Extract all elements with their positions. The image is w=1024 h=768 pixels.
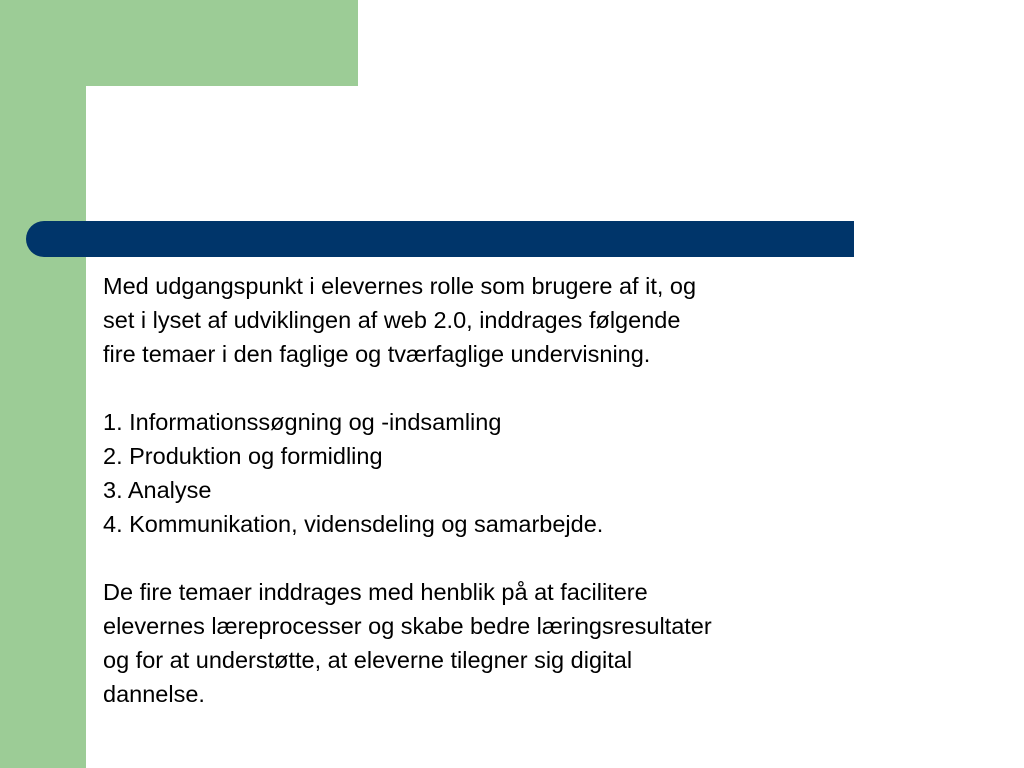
conclusion-line: dannelse. [103,681,205,707]
theme-item: 2. Produktion og formidling [103,443,383,469]
slide-body-text [103,269,863,711]
intro-line: set i lyset af udviklingen af web 2.0, inddrages følgende [103,307,681,333]
green-accent-side [0,0,86,768]
conclusion-line: De fire temaer inddrages med henblik på at facilitere [103,579,648,605]
theme-item: 1. Informationssøgning og -indsamling [103,409,502,435]
intro-line: fire temaer i den faglige og tværfaglige undervisning. [103,341,651,367]
conclusion-line: elevernes læreprocesser og skabe bedre læringsresultater [103,613,712,639]
intro-line: Med udgangspunkt i elevernes rolle som brugere af it, og [103,273,697,299]
content-corner [86,86,186,186]
title-bar [26,221,854,257]
theme-item: 4. Kommunikation, vidensdeling og samarbejde. [103,511,604,537]
paragraph-gap [103,371,863,405]
paragraph-gap [103,541,863,575]
theme-item: 3. Analyse [103,477,212,503]
conclusion-line: og for at understøtte, at eleverne tilegner sig digital [103,647,633,673]
